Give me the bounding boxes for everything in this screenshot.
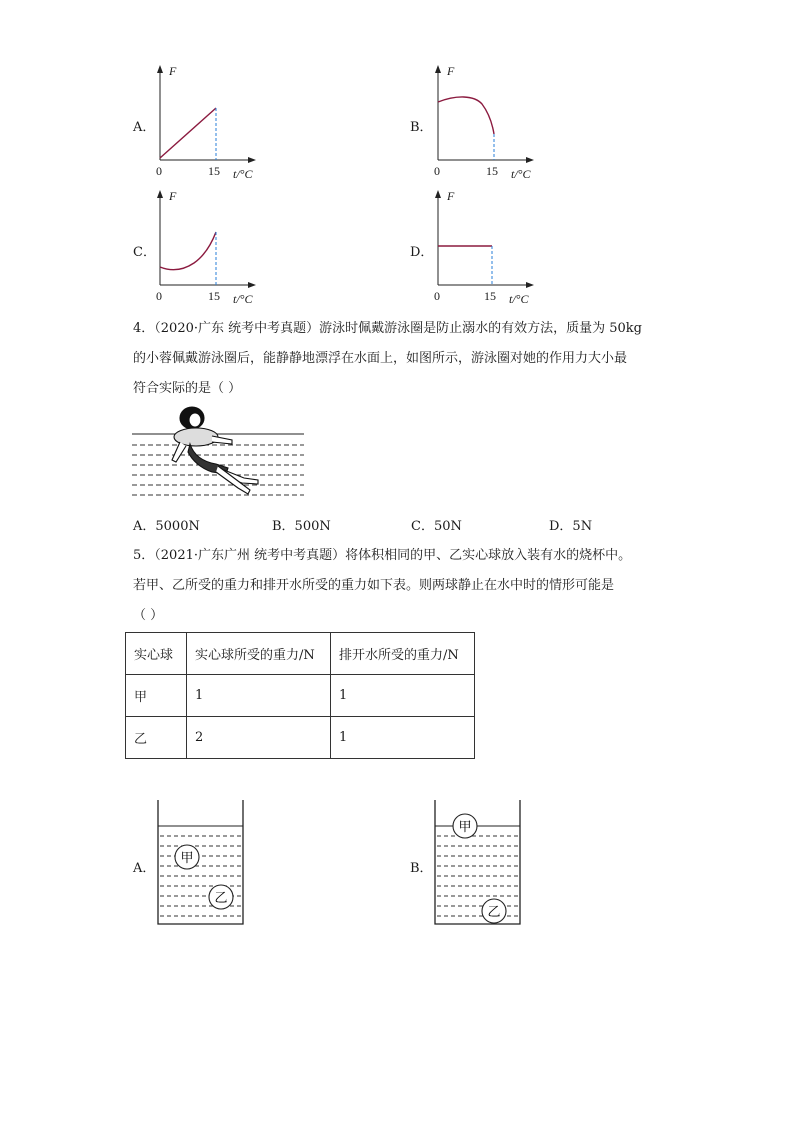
option-a-5000n[interactable]: A．5000N xyxy=(133,519,200,534)
graph-a xyxy=(150,60,270,185)
graph-b-x-label: t/°C xyxy=(511,167,531,181)
graph-c-y-label: F xyxy=(169,189,177,203)
swimmer-illustration xyxy=(132,404,304,504)
beaker-b xyxy=(432,800,524,928)
graph-b-y-label: F xyxy=(447,64,455,78)
table-header-row xyxy=(126,633,475,675)
graph-b-tick: 15 xyxy=(486,164,498,178)
table-header: 实心球所受的重力/N xyxy=(187,633,331,675)
graph-a-y-label: F xyxy=(169,64,177,78)
table-row xyxy=(126,717,475,759)
graph-c-curve xyxy=(160,232,216,270)
beaker-a-label: A． xyxy=(133,861,156,876)
graph-c-origin: 0 xyxy=(156,289,162,303)
graph-b xyxy=(428,62,548,187)
ball-yi-label: 乙 xyxy=(214,891,228,906)
ball-jia-label: 甲 xyxy=(180,851,194,866)
table-header: 排开水所受的重力/N xyxy=(331,633,475,675)
question-4-line: 的小蓉佩戴游泳圈后，能静静地漂浮在水面上，如图所示，游泳圈对她的作用力大小最 xyxy=(133,351,628,366)
graph-d xyxy=(428,187,548,312)
option-d-5n[interactable]: D．5N xyxy=(549,519,593,534)
table-row xyxy=(126,675,475,717)
table-cell: 1 xyxy=(187,675,331,717)
graph-d-origin: 0 xyxy=(434,289,440,303)
beaker-a xyxy=(155,800,247,928)
graph-d-tick: 15 xyxy=(484,289,496,303)
swimmer-figure xyxy=(172,407,258,494)
graph-a-x-label: t/°C xyxy=(233,167,253,181)
option-d-label: D． xyxy=(410,245,434,260)
option-a-label: A． xyxy=(133,120,156,135)
option-c-label: C． xyxy=(133,245,156,260)
graph-c-x-label: t/°C xyxy=(233,292,253,306)
question-5-line: 若甲、乙所受的重力和排开水所受的重力如下表。则两球静止在水中时的情形可能是 xyxy=(133,578,615,593)
table-cell: 2 xyxy=(187,717,331,759)
question-5-line: （ ） xyxy=(133,608,164,623)
graph-a-origin: 0 xyxy=(156,164,162,178)
option-b-500n[interactable]: B．500N xyxy=(272,519,331,534)
beaker-b-label: B． xyxy=(410,861,433,876)
question-5-line: 5．（2021·广东广州 统考中考真题）将体积相同的甲、乙实心球放入装有水的烧杯中。 xyxy=(133,548,632,563)
table-cell: 1 xyxy=(331,675,475,717)
table-cell: 乙 xyxy=(126,717,187,759)
graph-c-tick: 15 xyxy=(208,289,220,303)
question-4-line: 4．（2020·广东 统考中考真题）游泳时佩戴游泳圈是防止溺水的有效方法，质量为 50kg xyxy=(133,321,642,336)
table-header: 实心球 xyxy=(126,633,187,675)
ball-yi-label: 乙 xyxy=(487,905,501,920)
graph-d-y-label: F xyxy=(447,189,455,203)
graph-b-curve xyxy=(438,97,494,134)
graph-c xyxy=(150,187,270,312)
option-c-50n[interactable]: C．50N xyxy=(411,519,462,534)
graph-a-curve xyxy=(160,108,216,158)
graph-a-tick: 15 xyxy=(208,164,220,178)
table-cell: 甲 xyxy=(126,675,187,717)
table-cell: 1 xyxy=(331,717,475,759)
question-5-table xyxy=(125,632,475,759)
graph-d-x-label: t/°C xyxy=(509,292,529,306)
question-4-line: 符合实际的是（ ） xyxy=(133,381,242,396)
ball-jia-label: 甲 xyxy=(458,820,472,835)
option-b-label: B． xyxy=(410,120,433,135)
question-4-text xyxy=(133,314,673,404)
graph-b-origin: 0 xyxy=(434,164,440,178)
question-5-text xyxy=(133,541,673,631)
